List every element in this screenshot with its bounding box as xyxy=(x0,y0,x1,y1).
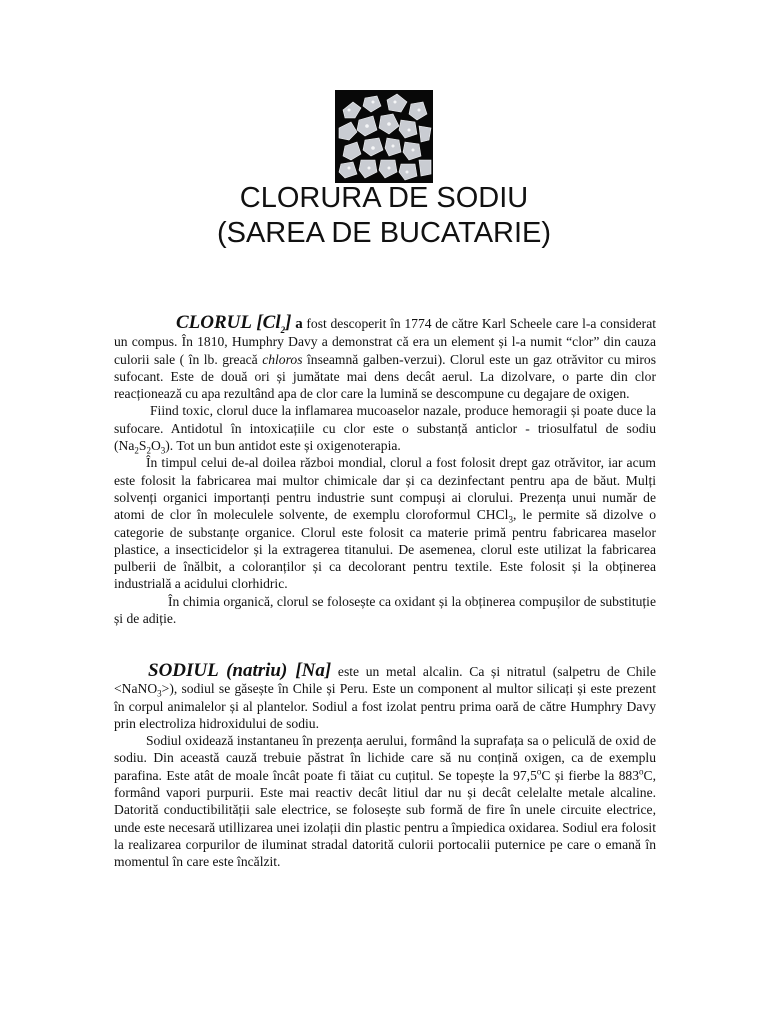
document-title xyxy=(0,181,768,251)
title-line-1: CLORURA DE SODIU xyxy=(239,182,529,214)
salt-crystals-icon xyxy=(335,90,433,183)
chlorine-paragraph-3: În timpul celui de-al doilea război mondial, clorul a fost folosit drept gaz otrăvitor, iar acum este folosit la fabricarea mai multor chimicale dar și ca dezinfectant pentru apa de băut. Mulți solvenți organici importanți pentru industrie sunt compuși ai clorului. Prezența unui număr de atomi de clor în moleculele solvente, de exemplu cloroformul CHCl$_3$, le permite să dizolve o categorie de substanțe organice. Clorul este folosit ca materie primă pentru fabricarea maselor plastice, a insecticidelor și la extragerea titanului. De asemenea, clorul este utilizat la fabricarea pulberii de înălbit, a coloranților și ca decolorant pentru textile. Este folosit și la obținerea industrială a acidului clorhidric. xyxy=(114,455,656,592)
title-line-2: (SAREA DE BUCATARIE) xyxy=(216,217,552,249)
sodium-paragraph-1: SODIUL (natriu) [Na] este un metal alcalin. Ca și nitratul (salpetru de Chile <NaNO$_3$>), sodiul se găsește în Chile și Peru. Este un component al multor silicați și este prezent în corpul animalelor și al plantelor. Sodiul a fost izolat pentru prima oară de către Humphry Davy prin electroliza hidroxidului de sodiu. xyxy=(114,660,656,731)
chlorine-section xyxy=(114,314,656,627)
sodium-section xyxy=(114,662,656,871)
chlorine-paragraph-4: În chimia organică, clorul se folosește ca oxidant și la obținerea compușilor de substituție și de adiție. xyxy=(114,593,656,627)
chlorine-paragraph-1: CLORUL $[Cl_2]$ a fost descoperit în 1774 de către Karl Scheele care l-a considerat un compus. În 1810, Humphry Davy a demonstrat că era un element și l-a numit “clor” din cauza culorii sale ( în lb. greacă chloros înseamnă galben-verzui). Clorul este un gaz otrăvitor cu miros sufocant. Este de două ori și jumătate mai dens decât aerul. La dizolvare, o parte din clor reacționează cu apa rezultând apa de clor care la lumină se descompune cu degajare de oxigen. xyxy=(114,312,657,402)
chlorine-heading: CLORUL $[Cl_2]$ xyxy=(176,312,292,335)
salt-crystals-photo xyxy=(335,90,433,183)
sodium-paragraph-2: Sodiul oxidează instantaneu în prezența aerului, formând la suprafața sa o peliculă de oxid de sodiu. Din această cauză trebuie păstrat în lichide care să nu conțină oxigen, ca de exemplu parafina. Este atât de moale încât poate fi tăiat cu cuțitul. Se topește la 97,5$^o$C și fierbe la 883$^o$C, formând vapori purpurii. Este mai reactiv decât litiul dar nu și decât celelalte metale alcaline. Datorită conductibilității sale electrice, se folosește sub formă de fire în unele circuite electrice, unde este necesară utillizarea unei izolații din plastic pentru a împiedica oxidarea. Sodiul era folosit la realizarea corpurilor de iluminat stradal datorită culorii portocalii puternice pe care o emană în momentul în care este încălzit. xyxy=(114,733,656,870)
chlorine-paragraph-2: Fiind toxic, clorul duce la inflamarea mucoaselor nazale, produce hemoragii și poate duce la sufocare. Antidotul în intoxicațiile cu clor este o substanță anticlor - triosulfatul de sodiu $(Na_2S_2O_3)$. Tot un bun antidot este și oxigenoterapia. xyxy=(114,403,656,456)
sodium-heading: SODIUL (natriu) [Na] xyxy=(148,660,332,681)
